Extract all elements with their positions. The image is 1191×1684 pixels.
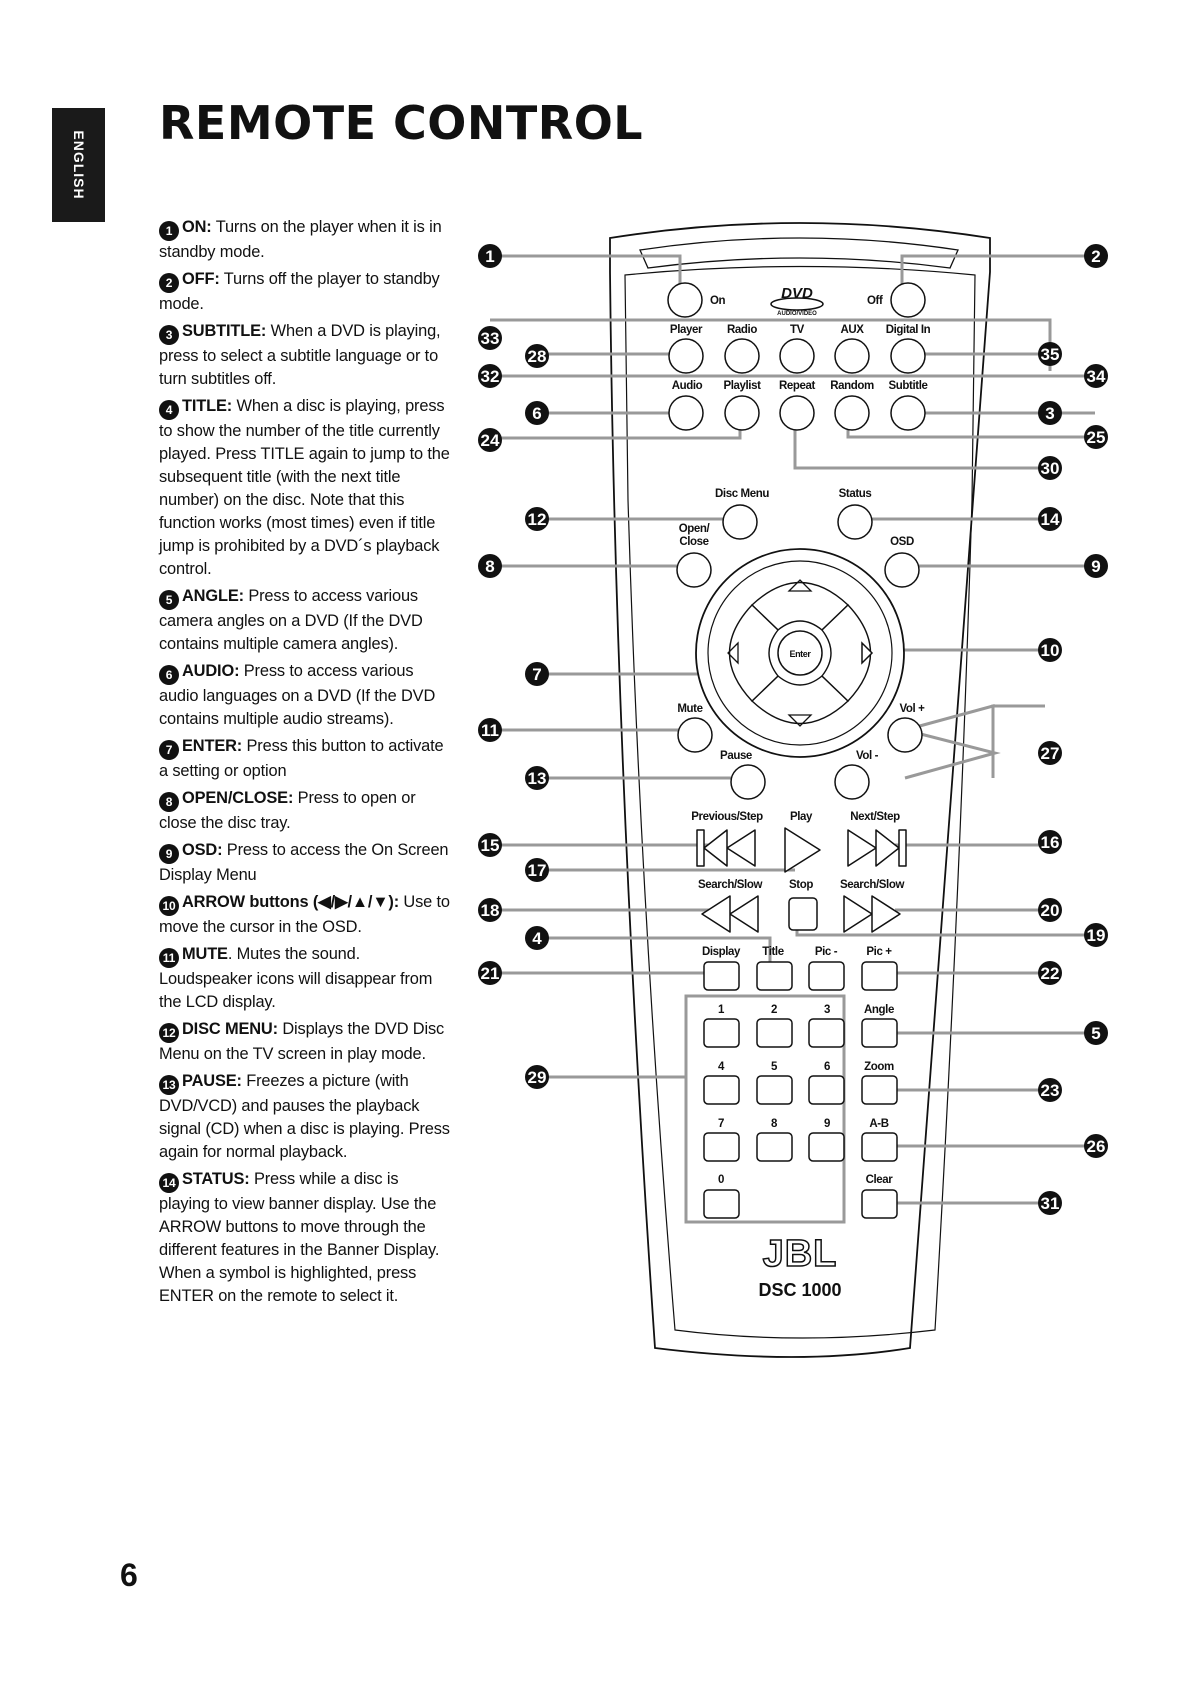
callout-34: [1084, 364, 1108, 388]
desc-number: 1: [159, 221, 179, 241]
callout-2: [1084, 244, 1108, 268]
desc-text: Press to access various audio languages on a DVD (If the DVD contains multiple audio streams).: [159, 662, 436, 728]
vol-plus-label: Vol +: [899, 703, 925, 715]
callout-32-label: 32: [480, 367, 500, 386]
desc-label: OFF:: [182, 270, 220, 288]
callout-17-label: 17: [527, 861, 547, 880]
callout-5: [1084, 1021, 1108, 1045]
playlist-button[interactable]: [725, 396, 759, 430]
on-button[interactable]: [668, 283, 702, 317]
callout-33: [478, 326, 502, 350]
callout-26-label: 26: [1086, 1137, 1106, 1156]
radio-label: Radio: [727, 324, 757, 336]
off-button[interactable]: [891, 283, 925, 317]
key-9-label: 9: [824, 1118, 830, 1130]
disc-menu-label: Disc Menu: [715, 488, 769, 500]
open-close-label-2: Close: [679, 536, 709, 548]
on-label: On: [710, 295, 726, 307]
callout-16: [1038, 830, 1062, 854]
callout-12-label: 12: [527, 510, 547, 529]
repeat-label: Repeat: [779, 380, 815, 392]
key-4-button[interactable]: [704, 1076, 739, 1104]
callout-6-label: 6: [532, 404, 542, 423]
callout-27-label: 27: [1040, 744, 1060, 763]
desc-number: 13: [159, 1075, 179, 1095]
model-name: DSC 1000: [758, 1280, 842, 1300]
vol-minus-label: Vol -: [855, 750, 879, 762]
callout-10: [1038, 638, 1062, 662]
key-6-button[interactable]: [809, 1076, 844, 1104]
player-label: Player: [669, 324, 703, 336]
callout-25-label: 25: [1086, 428, 1106, 447]
callout-9-label: 9: [1091, 557, 1101, 576]
subtitle-button[interactable]: [891, 396, 925, 430]
callout-13: [525, 766, 549, 790]
callout-35-label: 35: [1040, 345, 1060, 364]
callout-17: [525, 858, 549, 882]
player-button[interactable]: [669, 339, 703, 373]
callout-11: [478, 718, 502, 742]
desc-number: 10: [159, 896, 179, 916]
osd-button[interactable]: [885, 553, 919, 587]
desc-text: Displays the DVD Disc Menu on the TV screen in play mode.: [159, 1020, 445, 1063]
callout-11-label: 11: [481, 721, 499, 740]
callout-19-label: 19: [1086, 926, 1106, 945]
callout-25: [1084, 425, 1108, 449]
desc-number: 6: [159, 665, 179, 685]
stop-label: Stop: [789, 879, 813, 891]
callout-5-label: 5: [1091, 1024, 1101, 1043]
desc-number: 11: [159, 948, 179, 968]
callout-18: [478, 898, 502, 922]
key-7-label: 7: [718, 1118, 724, 1130]
previous-step-label: Previous/Step: [691, 811, 763, 823]
play-label: Play: [789, 811, 813, 823]
remote-body: [610, 223, 990, 1357]
callout-8: [478, 554, 502, 578]
callout-35: [1038, 342, 1062, 366]
callout-18-label: 18: [480, 901, 500, 920]
callout-21-label: 21: [480, 964, 500, 983]
pic-plus-button[interactable]: [862, 962, 897, 990]
desc-label: ANGLE:: [182, 587, 244, 605]
key-3-button[interactable]: [809, 1019, 844, 1047]
dvd-logo-text: DVD: [781, 285, 813, 302]
navigation-pad: [696, 549, 904, 757]
callout-28: [525, 344, 549, 368]
callout-22-label: 22: [1040, 964, 1060, 983]
callout-19: [1084, 923, 1108, 947]
key-1-label: 1: [718, 1004, 724, 1016]
callout-26: [1084, 1134, 1108, 1158]
aux-label: AUX: [840, 324, 864, 336]
desc-number: 3: [159, 325, 179, 345]
audio-button[interactable]: [669, 396, 703, 430]
desc-number: 5: [159, 590, 179, 610]
callout-3-label: 3: [1045, 404, 1055, 423]
desc-label: DISC MENU:: [182, 1020, 278, 1038]
desc-number: 14: [159, 1173, 179, 1193]
callout-15-label: 15: [480, 836, 500, 855]
callout-13-label: 13: [527, 769, 547, 788]
pic-minus-label: Pic -: [814, 946, 838, 958]
pic-minus-button[interactable]: [809, 962, 844, 990]
callout-9: [1084, 554, 1108, 578]
callout-27: [1038, 741, 1062, 765]
playlist-label: Playlist: [723, 380, 761, 392]
desc-label: ARROW buttons (◀/▶/▲/▼):: [182, 893, 400, 911]
callout-31-label: 31: [1040, 1194, 1060, 1213]
callout-24-label: 24: [480, 431, 500, 450]
random-button[interactable]: [835, 396, 869, 430]
key-2-label: 2: [771, 1004, 777, 1016]
callout-30-label: 30: [1040, 459, 1060, 478]
desc-text: Press this button to activate a setting or option: [159, 737, 444, 780]
desc-text: Freezes a picture (with DVD/VCD) and pauses the playback signal (CD) when a disc is playing. Press again for normal playback.: [159, 1072, 450, 1161]
desc-number: 2: [159, 273, 179, 293]
pause-label: Pause: [720, 750, 752, 762]
key-4-label: 4: [718, 1061, 724, 1073]
open-close-label-1: Open/: [678, 523, 710, 535]
search-slow-right-label: Search/Slow: [840, 879, 904, 891]
enter-label: Enter: [789, 649, 811, 659]
key-8-button[interactable]: [757, 1133, 792, 1161]
stop-button[interactable]: [789, 898, 817, 930]
radio-button[interactable]: [725, 339, 759, 373]
open-close-button[interactable]: [677, 553, 711, 587]
callout-8-label: 8: [485, 557, 495, 576]
callout-7-label: 7: [532, 665, 542, 684]
desc-number: 8: [159, 792, 179, 812]
key-8-label: 8: [771, 1118, 777, 1130]
ab-button[interactable]: [862, 1133, 897, 1161]
desc-label: OPEN/CLOSE:: [182, 789, 294, 807]
digital-in-button[interactable]: [891, 339, 925, 373]
desc-label: AUDIO:: [182, 662, 240, 680]
callout-2-label: 2: [1091, 247, 1101, 266]
tv-label: TV: [790, 324, 804, 336]
angle-button[interactable]: [862, 1019, 897, 1047]
callout-3: [1038, 401, 1062, 425]
desc-number: 7: [159, 740, 179, 760]
audio-label: Audio: [671, 380, 703, 392]
mute-button[interactable]: [678, 718, 712, 752]
callout-30: [1038, 456, 1062, 480]
callout-15: [478, 833, 502, 857]
desc-number: 4: [159, 400, 179, 420]
callout-29-label: 29: [527, 1068, 547, 1087]
callout-4-label: 4: [532, 929, 542, 948]
desc-text: When a DVD is playing, press to select a subtitle language or to turn subtitles off.: [159, 322, 441, 388]
callout-14: [1038, 507, 1062, 531]
desc-text: . Mutes the sound. Loudspeaker icons will disappear from the LCD display.: [159, 945, 433, 1011]
desc-text: When a disc is playing, press to show the number of the title currently played. Press TITLE again to jump to the subsequent title (with the next title number) on the disc. Note that this function works (most times) even if title jump is prohibited by a DVD´s playback control.: [159, 397, 450, 578]
key-5-button[interactable]: [757, 1076, 792, 1104]
callout-21: [478, 961, 502, 985]
random-label: Random: [830, 380, 874, 392]
language-tab-label: ENGLISH: [70, 130, 87, 200]
title-button[interactable]: [757, 962, 792, 990]
callout-23: [1038, 1078, 1062, 1102]
callout-24: [478, 428, 502, 452]
display-button[interactable]: [704, 962, 739, 990]
subtitle-label: Subtitle: [888, 380, 928, 392]
angle-label: Angle: [864, 1004, 894, 1016]
callout-22: [1038, 961, 1062, 985]
key-1-button[interactable]: [704, 1019, 739, 1047]
desc-number: 9: [159, 844, 179, 864]
callout-1: [478, 244, 502, 268]
desc-text: Press to open or close the disc tray.: [159, 789, 416, 832]
callout-29: [525, 1065, 549, 1089]
desc-label: TITLE:: [182, 397, 233, 415]
callout-31: [1038, 1191, 1062, 1215]
status-label: Status: [838, 488, 872, 500]
callout-10-label: 10: [1040, 641, 1060, 660]
next-step-label: Next/Step: [850, 811, 900, 823]
callout-12: [525, 507, 549, 531]
pause-button[interactable]: [731, 765, 765, 799]
callout-7: [525, 662, 549, 686]
vol-plus-button[interactable]: [888, 718, 922, 752]
callout-20-label: 20: [1040, 901, 1060, 920]
clear-button[interactable]: [862, 1190, 897, 1218]
desc-label: STATUS:: [182, 1170, 250, 1188]
key-0-label: 0: [718, 1174, 724, 1186]
callout-32: [478, 364, 502, 388]
jbl-logo: JBL: [762, 1233, 838, 1275]
callout-16-label: 16: [1040, 833, 1060, 852]
clear-label: Clear: [865, 1174, 893, 1186]
callout-6: [525, 401, 549, 425]
pic-plus-label: Pic +: [866, 946, 892, 958]
desc-label: SUBTITLE:: [182, 322, 267, 340]
off-label: Off: [867, 295, 883, 307]
key-7-button[interactable]: [704, 1133, 739, 1161]
callout-4: [525, 926, 549, 950]
desc-text: Use to move the cursor in the OSD.: [159, 893, 450, 936]
key-6-label: 6: [824, 1061, 830, 1073]
display-label: Display: [701, 946, 741, 958]
key-9-button[interactable]: [809, 1133, 844, 1161]
callout-33-label: 33: [480, 329, 500, 348]
aux-button[interactable]: [835, 339, 869, 373]
mute-label: Mute: [677, 703, 703, 715]
desc-label: ON:: [182, 218, 212, 236]
search-slow-left-label: Search/Slow: [698, 879, 762, 891]
vol-minus-button[interactable]: [835, 765, 869, 799]
key-0-button[interactable]: [704, 1190, 739, 1218]
desc-label: OSD:: [182, 841, 223, 859]
status-button[interactable]: [838, 505, 872, 539]
callout-1-label: 1: [485, 247, 495, 266]
desc-text: Press to access the On Screen Display Menu: [159, 841, 449, 884]
desc-text: Press while a disc is playing to view banner display. Use the ARROW buttons to move through the different features in the Banner Display. When a symbol is highlighted, press ENTER on the remote to select it.: [159, 1170, 440, 1305]
ab-label: A-B: [869, 1118, 889, 1130]
key-3-label: 3: [824, 1004, 830, 1016]
dvd-logo-subtext: AUDIO/VIDEO: [777, 311, 817, 317]
key-2-button[interactable]: [757, 1019, 792, 1047]
desc-text: Turns on the player when it is in standby mode.: [159, 218, 442, 261]
desc-text: Press to access various camera angles on a DVD (If the DVD contains multiple camera angles).: [159, 587, 423, 653]
page-number: 6: [120, 1557, 138, 1593]
digital-in-label: Digital In: [885, 324, 931, 336]
repeat-button[interactable]: [780, 396, 814, 430]
tv-button[interactable]: [780, 339, 814, 373]
callout-20: [1038, 898, 1062, 922]
title-label: Title: [762, 946, 784, 958]
desc-label: PAUSE:: [182, 1072, 242, 1090]
desc-label: MUTE: [182, 945, 228, 963]
zoom-button[interactable]: [862, 1076, 897, 1104]
desc-text: Turns off the player to standby mode.: [159, 270, 440, 313]
zoom-label: Zoom: [864, 1061, 894, 1073]
desc-number: 12: [159, 1023, 179, 1043]
page-title: REMOTE CONTROL: [159, 96, 644, 150]
disc-menu-button[interactable]: [723, 505, 757, 539]
callout-28-label: 28: [527, 347, 547, 366]
osd-label: OSD: [890, 536, 914, 548]
key-5-label: 5: [771, 1061, 777, 1073]
callout-14-label: 14: [1040, 510, 1060, 529]
desc-label: ENTER:: [182, 737, 243, 755]
callout-34-label: 34: [1086, 367, 1106, 386]
callout-23-label: 23: [1040, 1081, 1060, 1100]
